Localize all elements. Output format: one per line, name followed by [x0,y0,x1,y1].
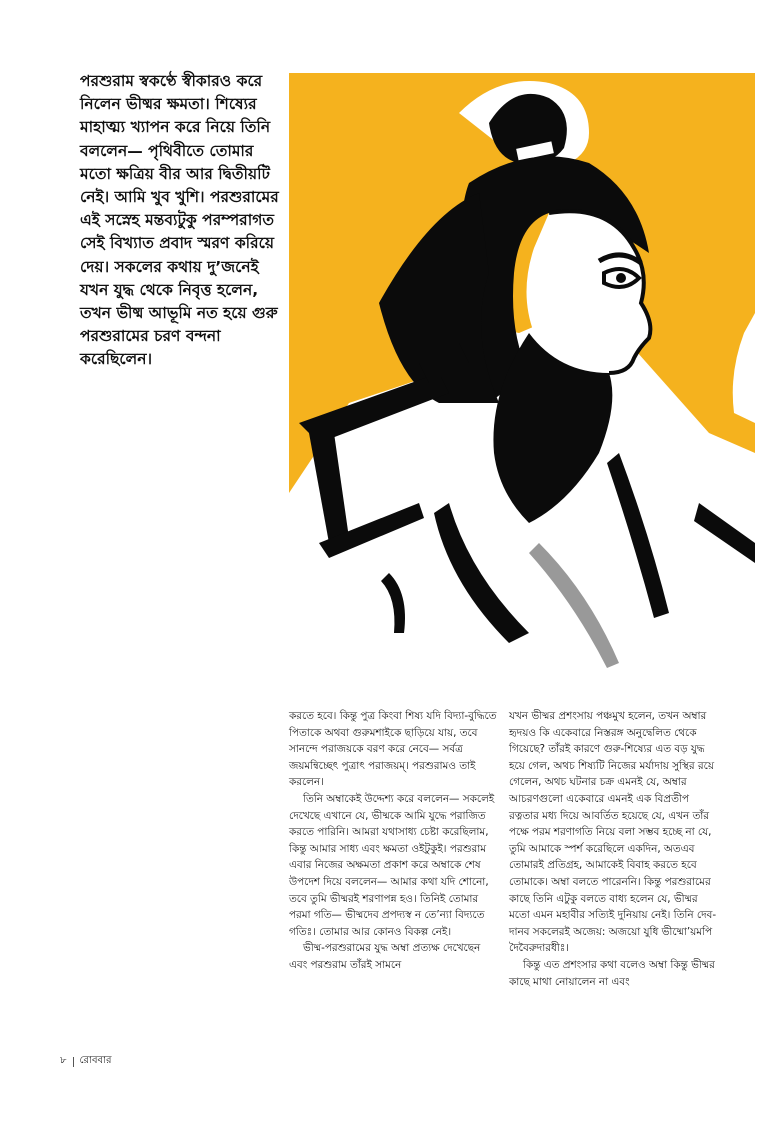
page-footer [60,1053,112,1070]
body-paragraph: করতে হবে। কিন্তু পুত্র কিংবা শিষ্য যদি বিদ্যা-বুদ্ধিতে পিতাকে অথবা গুরুমশাইকে ছাড়িয়ে যায়, তবে সানন্দে পরাজয়কে বরণ করে নেবে— সর্বত্র জয়মন্বিচ্ছেৎ পুত্রাৎ পরাজয়ম্। পরশুরামও তাই করলেন। [289,710,497,789]
body-column-2 [509,708,721,990]
body-column-1 [289,708,499,974]
body-paragraph: যখন ভীষ্মর প্রশংসায় পঞ্চমুখ হলেন, তখন অম্বার হৃদয়ও কি একেবারে নিস্তরঙ্গ অনুদ্বেলিত থেকে গিয়েছে? তাঁরই কারণে গুরু-শিষ্যের এত বড় যুদ্ধ হয়ে গেল, অথচ শিষ্যটি নিজের মর্যাদায় সুস্থির রয়ে গেলেন, অথচ ঘটনার চক্র এমনই যে, অম্বার আচরণগুলো একেবারে এমনই এক বিপ্রতীপ রত্নতার মধ্য দিয়ে আবর্তিত হয়েছে যে, এখন তাঁর পক্ষে পরম শরণাগতি নিয়ে বলা সম্ভব হচ্ছে না যে, তুমি আমাকে স্পর্শ করেছিলে একদিন, অতএব তোমারই প্রতিগ্রহ, আমাকেই বিবাহ করতে হবে তোমাকে। অম্বা বলতে পারেননি। কিন্তু পরশুরামের কাছে তিনি এটুকু বলতে বাধ্য হলেন যে, ভীষ্মর মতো এমন মহাবীর সত্যিই দুনিয়ায় নেই। তিনি দেব-দানব সকলেরই অজেয়: অজয়ো যুধি ভীষ্মো’য়মপি দৈবৈরুদারধীঃ। [509,710,717,955]
pull-quote [80,70,280,372]
body-paragraph: ভীষ্ম-পরশুরামের যুদ্ধ অম্বা প্রত্যক্ষ দেখেছেন এবং পরশুরাম তাঁরই সামনে [289,942,481,971]
pull-quote-text: পরশুরাম স্বকণ্ঠে স্বীকারও করে নিলেন ভীষ্মর ক্ষমতা। শিষ্যের মাহাত্ম্য খ্যাপন করে নিয়ে তিনি বললেন— পৃথিবীতে তোমার মতো ক্ষত্রিয় বীর আর দ্বিতীয়টি নেই। আমি খুব খুশি। পরশুরামের এই সস্নেহ মন্তব্যটুকু পরম্পরাগত সেই বিখ্যাত প্রবাদ স্মরণ করিয়ে দেয়। সকলের কথায় দু’জনেই যখন যুদ্ধ থেকে নিবৃত্ত হলেন, তখন ভীষ্ম আভূমি নত হয়ে গুরু পরশুরামের চরণ বন্দনা করেছিলেন। [80,72,279,369]
section-name: রোববার [79,1055,112,1066]
body-paragraph: তিনি অম্বাকেই উদ্দেশ্য করে বললেন— সকলেই দেখেছে এখানে যে, ভীষ্মকে আমি যুদ্ধে পরাজিত করতে পারিনি। আমরা যথাসাধ্য চেষ্টা করেছিলাম, কিন্তু আমার সাধ্য এবং ক্ষমতা ওইটুকুই। পরশুরাম এবার নিজের অক্ষমতা প্রকাশ করে অম্বাকে শেষ উপদেশ দিয়ে বললেন— আমার কথা যদি শোনো, তবে তুমি ভীষ্মরই শরণাপন্ন হও। তিনিই তোমার পরমা গতি— ভীষ্মদেব প্রপদ্যস্ব ন তে’ন্যা বিদ্যতে গতিঃ। তোমার আর কোনও বিকল্প নেই। [289,792,495,938]
illustration [289,73,755,673]
page-number: ৮ [60,1055,67,1066]
body-paragraph: কিন্তু এত প্রশংসার কথা বলেও অম্বা কিন্তু ভীষ্মর কাছে মাথা নোয়ালেন না এবং [509,958,715,988]
parashurama-portrait-illustration [289,73,755,673]
footer-divider [73,1057,74,1067]
